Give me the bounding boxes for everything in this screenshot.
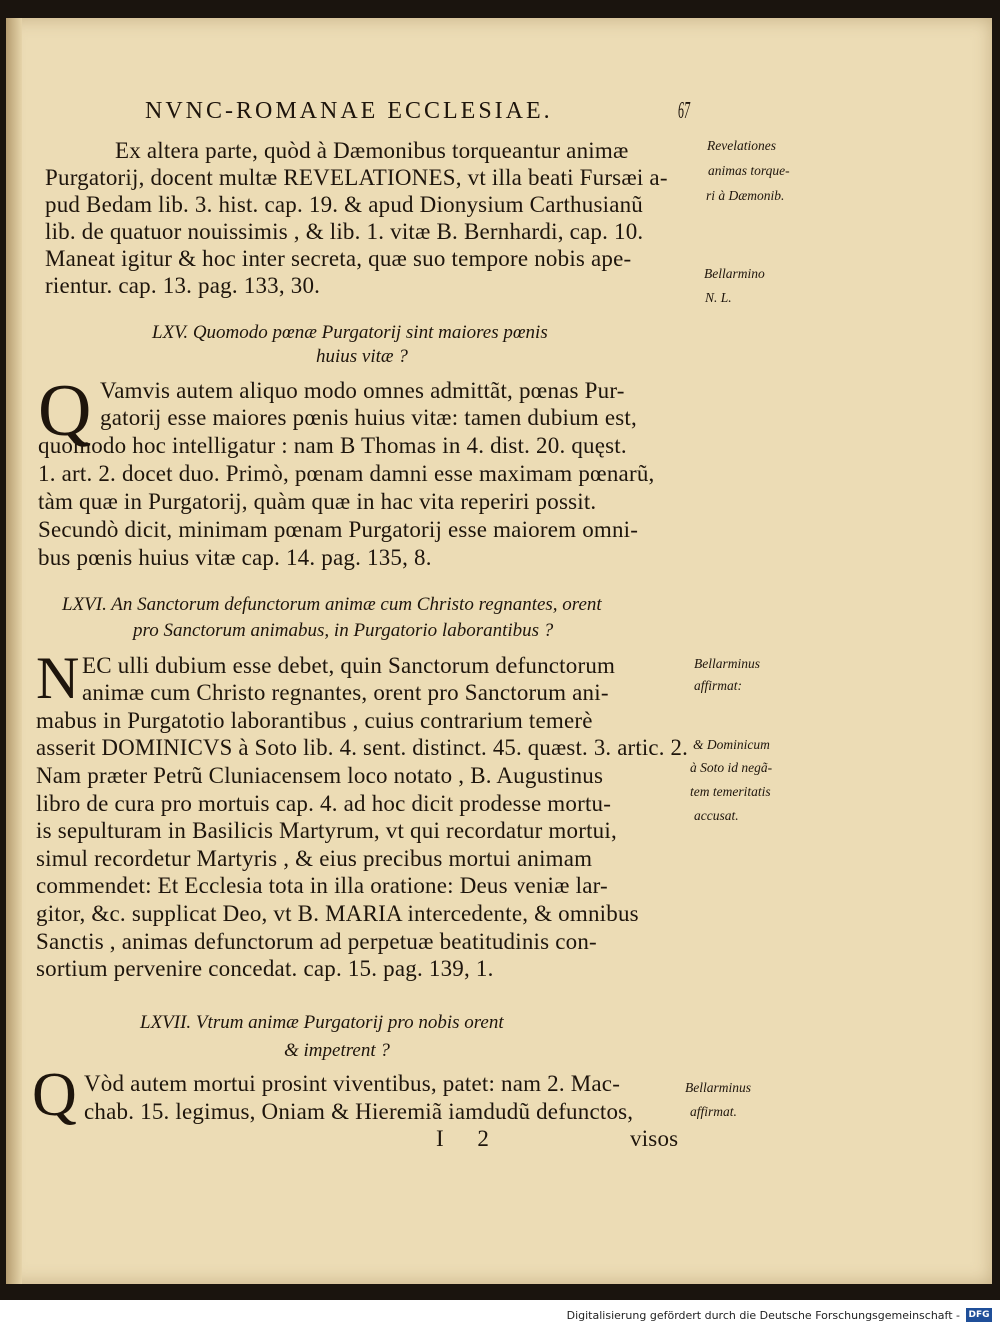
body-line: gatorij esse maiores pœnis huius vitæ: tamen dubium est, [100,405,637,430]
section-heading: & impetrent ? [284,1040,390,1061]
drop-capital: N [36,645,80,711]
body-line: gitor, &c. supplicat Deo, vt B. MARIA intercedente, & omnibus [36,901,639,926]
marginal-note: & Dominicum [693,737,770,752]
body-line: pud Bedam lib. 3. hist. cap. 19. & apud Dionysium Carthusianũ [45,192,644,217]
page-gutter-shadow [6,18,22,1284]
body-line: lib. de quatuor nouissimis , & lib. 1. vitæ B. Bernhardi, cap. 10. [45,219,644,244]
drop-capital: Q [32,1061,77,1129]
marginal-note: accusat. [694,808,739,823]
marginal-note: à Soto id negã- [690,760,773,775]
footer-credit: Digitalisierung gefördert durch die Deutsche Forschungsgemeinschaft - [566,1309,960,1322]
body-line: chab. 15. legimus, Oniam & Hieremiã iamdudũ defunctos, [84,1099,634,1124]
body-line: Maneat igitur & hoc inter secreta, quæ suo tempore nobis ape- [45,246,632,271]
section-heading: huius vitæ ? [316,346,408,367]
section-heading: pro Sanctorum animabus, in Purgatorio laborantibus ? [133,620,554,641]
body-line: Nam præter Petrũ Cluniacensem loco notato , B. Augustinus [36,763,604,788]
body-line: quomodo hoc intelligatur : nam B Thomas in 4. dist. 20. quęst. [38,433,627,458]
body-line: simul recordetur Martyris , & eius precibus mortui animam [36,846,593,871]
body-line: Purgatorij, docent multæ REVELATIONES, vt illa beati Fursæi a- [45,165,668,190]
body-line: animæ cum Christo regnantes, orent pro Sanctorum ani- [82,680,609,705]
section-heading: LXVII. Vtrum animæ Purgatorij pro nobis orent [140,1012,504,1033]
body-line: sortium pervenire concedat. cap. 15. pag. 139, 1. [36,956,494,981]
dfg-logo-icon: DFG [966,1308,992,1322]
body-line: commendet: Et Ecclesia tota in illa oratione: Deus veniæ lar- [36,873,608,898]
body-line: EC ulli dubium esse debet, quin Sanctorum defunctorum [82,653,616,678]
body-line: mabus in Purgatotio laborantibus , cuius contrarium temerè [36,708,593,733]
marginal-note: affirmat: [694,678,743,693]
body-line: bus pœnis huius vitæ cap. 14. pag. 135, 8. [38,545,432,570]
marginal-note: Revelationes [707,138,776,153]
marginal-note: Bellarminus [685,1080,751,1095]
marginal-note: ri à Dæmonib. [706,188,785,203]
marginal-note: affirmat. [690,1104,737,1119]
section-heading: LXV. Quomodo pœnæ Purgatorij sint maiores pœnis [152,322,548,343]
drop-capital: Q [38,370,92,452]
body-line: rientur. cap. 13. pag. 133, 30. [45,273,321,298]
body-line: Vòd autem mortui prosint viventibus, patet: nam 2. Mac- [84,1071,621,1096]
body-line: tàm quæ in Purgatorij, quàm quæ in hac vita reperiri possit. [38,489,597,514]
body-line: asserit DOMINICVS à Soto lib. 4. sent. distinct. 45. quæst. 3. artic. 2. [36,735,688,760]
running-title: NVNC-ROMANAE ECCLESIAE. [145,98,553,124]
section-heading: LXVI. An Sanctorum defunctorum animæ cum Christo regnantes, orent [62,594,602,615]
body-line: 1. art. 2. docet duo. Primò, pœnam damni esse maximam pœnarũ, [38,461,655,486]
page-number: 67 [678,98,690,124]
marginal-note: tem temeritatis [690,784,771,799]
body-line: Ex altera parte, quòd à Dæmonibus torqueantur animæ [115,138,629,163]
body-line: is sepulturam in Basilicis Martyrum, vt qui recordatur mortui, [36,818,617,843]
body-line: libro de cura pro mortuis cap. 4. ad hoc dicit prodesse mortu- [36,791,612,816]
signature-mark: I 2 [436,1126,503,1151]
marginal-note: Bellarminus [694,656,760,671]
catchword: visos [630,1126,679,1151]
body-line: Sanctis , animas defunctorum ad perpetuæ beatitudinis con- [36,929,597,954]
marginal-note: animas torque- [708,163,790,178]
marginal-note: N. L. [705,290,732,305]
marginal-note: Bellarmino [704,266,765,281]
body-line: Secundò dicit, minimam pœnam Purgatorij esse maiorem omni- [38,517,639,542]
body-line: Vamvis autem aliquo modo omnes admittãt, pœnas Pur- [100,378,625,403]
